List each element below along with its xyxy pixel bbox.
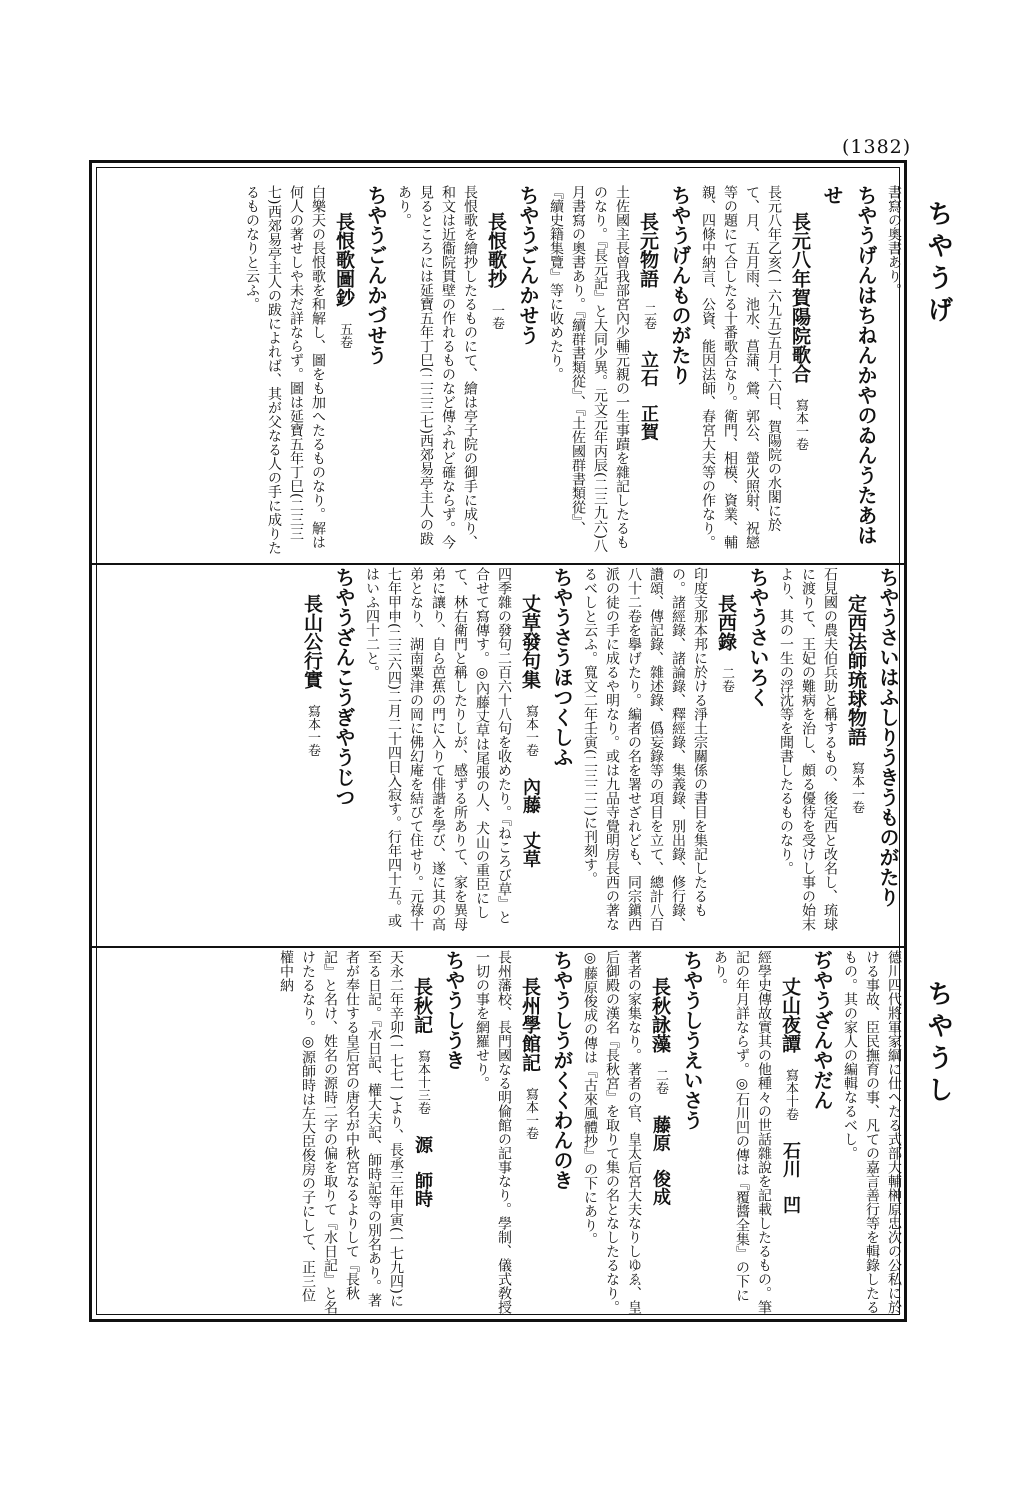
dictionary-entry [775,567,905,937]
entry-author: 源 師時 [412,1135,433,1208]
section-3 [105,950,905,1315]
entry-title-line [785,185,815,555]
entry-headword: ちやうしうき [442,950,466,1070]
entry-title-line [515,950,545,1315]
dictionary-entry [579,567,775,937]
entry-headword: ちやうさいろく [746,567,770,707]
entry-title: 長恨歌圖鈔 [333,211,355,307]
section-divider-2 [92,946,904,948]
dictionary-entry [579,950,709,1315]
entry-title: 定西法師琉球物語 [845,593,867,746]
entry-body: 土佐國主長曾我部宮內少輔元親の一生事蹟を雜記したるものなり。『長元記』と大同少異。元文元年丙辰(二三九六)八月書寫の奧書あり。『續群書類從』、『土佐國群書類從』、『續史籍集覽』等に收めたり。 [548,185,630,553]
entry-body: 長恨歌を繪抄したるものにて、繪は亭子院の御手に成り、和文は近衞院貫壁の作れるものなど傳ふれど確ならず。今見るところには延寶五年丁巳(二三三七)西郊易亭主人の跋あり。 [396,185,478,549]
dictionary-entry [709,950,839,1315]
side-label-top: ちやうげ [923,200,953,328]
entry-body: 德川四代將軍家綱に仕へたる式部大輔榊原忠次の公私に於ける事故、臣民撫育の事、凡ての嘉言善行等を輯錄したるもの。其の家人の編輯なるべし。 [842,950,902,1314]
entry-headword: ちやうしうえいさう [680,950,704,1130]
entry-headword: ぢやうざんやだん [810,950,834,1110]
entry-body: 著者の家集なり。著者の官、皇太后宮大夫なりしゆゑ、皇后御殿の漢名『長秋宮』を取りて集の名となしたるなり。◎藤原俊成の傳は『古來風體抄』の下にあり。 [582,950,642,1314]
entry-author: 藤原 俊成 [650,1115,671,1206]
entry-author: 立石 正賀 [638,350,659,441]
entry-title-line [329,185,359,555]
entry-body: 天永二年辛卯(一七七一)より、長承三年甲寅(一七九四)に至る日記。『水日記、權大夫記、師時記等の別名あり。著者が奉仕する皇后宮の唐名が中秋宮なるよりして『長秋記』と名け、姓名の源時二字の偏を取りて『水日記』と名けたるなり。◎源師時は左大臣俊房の子にして、正三位權中納 [278,950,404,1314]
entry-title: 長西錄 [715,593,737,651]
entry-headword: ちやうげんはちねんかやのゐんうたあはせ [820,185,878,545]
entry-body: 印度支那本邦に於ける淨土宗關係の書目を集記したるもの。諸經錄、諸論錄、釋經錄、集義錄、別出錄、修行錄、讚頌、傳記錄、雜述錄、僞妄錄等の項目を立て、總計八百八十二卷を擧げたり。編者の名を署せざれども、同宗鎭西派の徒の手に成るや明なり。或は九品寺覺明房長西の著なるべしと云ふ。寬文二年壬寅(二三二二)に刊刻す。 [582,567,708,931]
entry-volumes: 一卷 [489,303,504,330]
entry-title: 長元物語 [637,211,659,288]
entry-title-line [841,567,871,937]
entry-body: 石見國の農夫伯兵助と稱するもの、後定西と改名し、琉球に渡りて、王妃の難病を治し、頗る優待を受けし事の始末より、其の一生の浮沈等を聞書したるものなり。 [778,567,838,931]
entry-body: 四季雜の發句二百六十八句を收めたり。『ねころび草』と合せて寫傳す。◎內藤丈草は尾張の人、犬山の重臣にして、林右衛門と稱したりしが、感ずる所ありて、家を異母弟に讓り、自ら芭蕉の門に入りて俳諧を學び、遂に其の高弟となり、湖南粟津の岡に佛幻庵を結びて住せり。元祿十七年甲申(二三六四)二月二十四日入寂す。行年四十五。或はいふ四十二と。 [364,567,512,931]
entry-title: 長州學館記 [519,976,541,1072]
entry-headword: ちやうごんかづせう [364,185,388,365]
dictionary-entry [883,185,905,555]
dictionary-entry [697,185,883,555]
entry-headword: ちやうげんものがたり [668,185,692,385]
entry-volumes: 二卷 [641,303,656,330]
entry-title: 長山公行實 [301,593,323,689]
entry-title: 長恨歌抄 [485,211,507,288]
section-divider-1 [92,563,904,565]
entry-title: 長元八年賀陽院歌合 [789,211,811,383]
dictionary-entry [545,185,697,555]
entry-volumes: 寫本一卷 [523,704,538,757]
entry-volumes: 寫本一卷 [849,761,864,814]
entry-title: 長秋詠藻 [649,976,671,1053]
entry-title: 丈草發句集 [519,593,541,689]
entry-volumes: 寫本一卷 [793,398,808,451]
entry-volumes: 二卷 [719,666,734,693]
entry-author: 石川 凹 [780,1141,801,1214]
entry-body: 長州藩校、長門國なる明倫館の記事なり。學制、儀式敎授一切の事を網羅せり。 [474,950,512,1314]
entry-body: 白樂天の長恨歌を和解し、圖をも加へたるものなり。解は何人の著せしや未だ詳ならず。圖は延寶五年丁巳(二三三七)西郊易亭主人の跋によれば、其が父なる人の手に成りたるものなりと云ふ。 [244,185,326,555]
entry-title-line [481,185,511,555]
entry-volumes: 寫本一卷 [523,1087,538,1140]
entry-volumes: 寫本一卷 [305,704,320,757]
entry-title-line [645,950,675,1315]
entry-headword: ちやうさうほつくしふ [550,567,574,767]
section-2 [105,567,905,937]
entry-title-line [407,950,437,1315]
entry-title: 丈山夜譚 [779,976,801,1053]
entry-title: 長秋記 [411,976,433,1034]
entry-volumes: 寫本十三卷 [415,1049,430,1115]
dictionary-entry [839,950,905,1315]
dictionary-entry [393,185,545,555]
entry-volumes: 五卷 [337,322,352,349]
entry-headword: ちやうしうがくくわんのき [550,950,574,1190]
entry-body: 長元八年乙亥(一六九五)五月十六日、賀陽院の水閣に於て、月、五月雨、池水、菖蒲、鶯、郭公、螢火照射、祝戀等の題にて合したる十番歌合なり。衛門、相模、資業、輔親、四條中納言、公資、能因法師、春宮大夫等の作なり。 [700,185,782,549]
dictionary-entry [471,950,579,1315]
entry-volumes: 寫本十卷 [783,1068,798,1121]
dictionary-entry [241,185,393,555]
entry-title-line [775,950,805,1315]
dictionary-entry [297,567,361,937]
side-label-bottom: ちやうし [923,980,953,1108]
page-number: (1382) [842,136,912,158]
entry-title-line [711,567,741,937]
entry-title-line [515,567,545,937]
entry-title-line [633,185,663,555]
entry-body: 經學史傳故實其の他種々の世話雜說を記載したるもの。筆記の年月詳ならず。◎石川凹の傳は『覆醬全集』の下にあり。 [712,950,772,1314]
entry-headword: ちやうごんかせう [516,185,540,345]
entry-volumes: 二卷 [653,1068,668,1095]
entry-title-line [297,567,327,937]
entry-author: 內藤 丈草 [520,777,541,868]
entry-headword: ちやうざんこうぎやうじつ [332,567,356,807]
dictionary-entry [275,950,471,1315]
entry-body: 書寫の奧書あり。 [886,185,902,297]
entry-headword: ちやうさいはふしりうきうものがたり [876,567,900,907]
section-1 [105,185,905,555]
dictionary-entry [361,567,579,937]
